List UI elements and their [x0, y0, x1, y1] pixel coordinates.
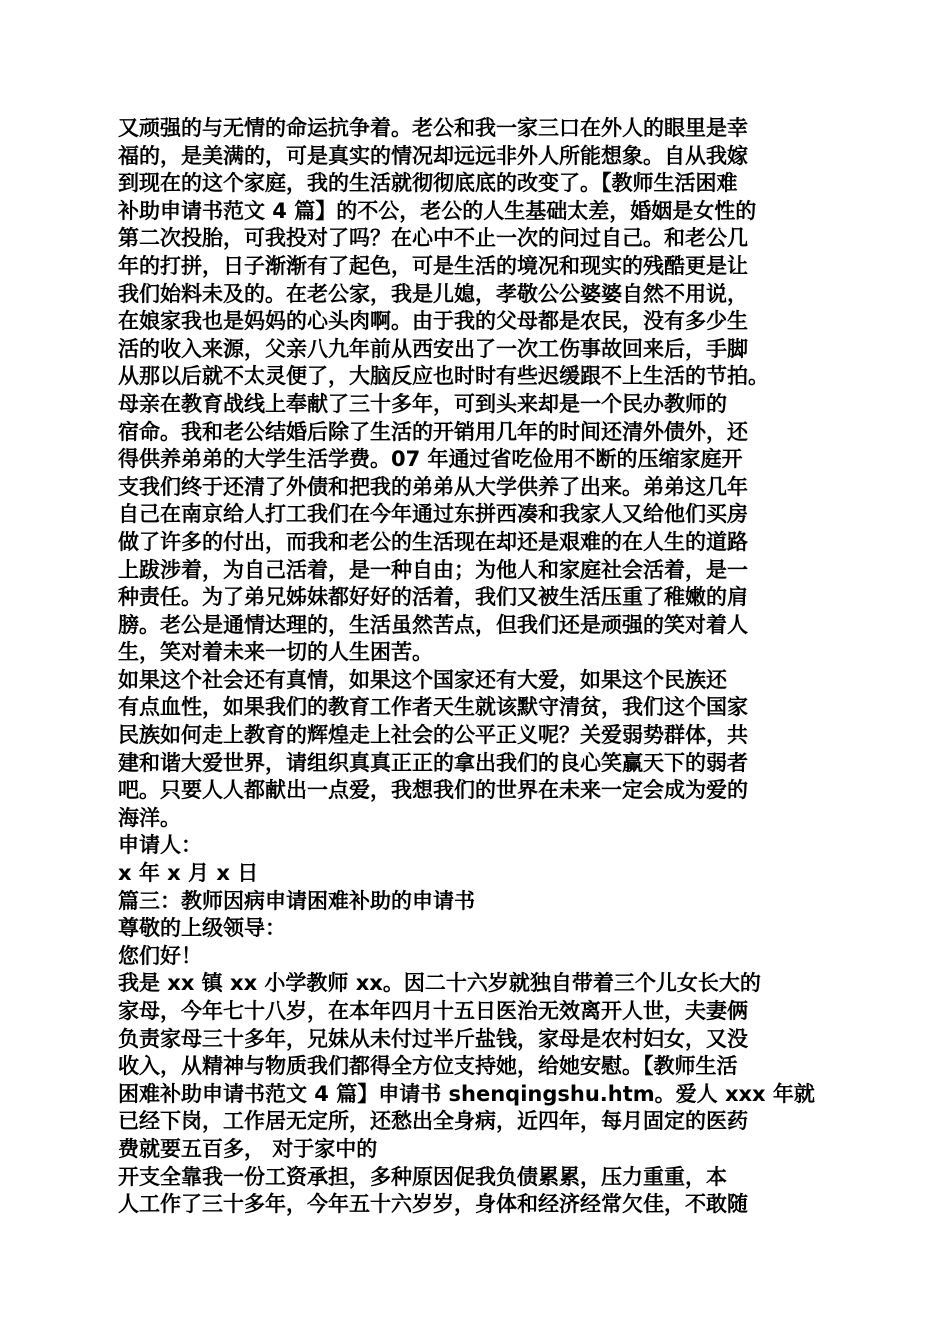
- text-line: 我是 xx 镇 xx 小学教师 xx。因二十六岁就独自带着三个儿女长大的: [118, 971, 761, 996]
- text-line: 上跋涉着，为自己活着，是一种自由；为他人和家庭社会活着，是一: [118, 557, 748, 582]
- text-line: 人工作了三十多年，今年五十六岁岁，身体和经济经常欠佳，不敢随: [118, 1192, 748, 1217]
- text-line: 负责家母三十多年，兄妹从未付过半斤盐钱，家母是农村妇女，又没: [118, 1026, 748, 1051]
- text-line: 您们好！: [118, 943, 202, 968]
- text-line: 费就要五百多， 对于家中的: [118, 1136, 378, 1161]
- text-line: 开支全靠我一份工资承担，多种原因促我负债累累，压力重重，本: [118, 1164, 727, 1189]
- text-line: 年的打拼，日子渐渐有了起色，可是生活的境况和现实的残酷更是让: [118, 253, 748, 278]
- text-line: 支我们终于还清了外债和把我的弟弟从大学供养了出来。弟弟这几年: [118, 474, 748, 499]
- text-line: 从那以后就不太灵便了，大脑反应也时时有些迟缓跟不上生活的节拍。: [118, 364, 769, 389]
- text-line: 膀。老公是通情达理的，生活虽然苦点，但我们还是顽强的笑对着人: [118, 612, 748, 637]
- text-line: 有点血性，如果我们的教育工作者天生就该默守清贫，我们这个国家: [118, 695, 748, 720]
- text-line: 又顽强的与无情的命运抗争着。老公和我一家三口在外人的眼里是幸: [118, 116, 748, 140]
- text-line: 补助申请书范文 4 篇】的不公，老公的人生基础太差，婚姻是女性的: [118, 198, 757, 223]
- document-body: [118, 115, 848, 1219]
- text-line: 困难补助申请书范文 4 篇】申请书 shenqingshu.htm。爱人 xxx 年就: [118, 1081, 815, 1106]
- text-line: 吧。只要人人都献出一点爱，我想我们的世界在未来一定会成为爱的: [118, 778, 748, 803]
- text-line: 已经下岗，工作居无定所，还愁出全身病，近四年，每月固定的医药: [118, 1109, 748, 1134]
- text-line: 收入，从精神与物质我们都得全方位支持她，给她安慰。【教师生活: [118, 1054, 738, 1079]
- text-line: 生，笑对着未来一切的人生困苦。: [118, 640, 433, 665]
- text-line: 民族如何走上教育的辉煌走上社会的公平正义呢？关爱弱势群体，共: [118, 723, 748, 748]
- text-line: 到现在的这个家庭，我的生活就彻彻底底的改变了。【教师生活困难: [118, 171, 738, 196]
- text-line: 海洋。: [118, 805, 181, 830]
- text-line: 在娘家我也是妈妈的心头肉啊。由于我的父母都是农民，没有多少生: [118, 309, 748, 334]
- text-line: 篇三：教师因病申请困难补助的申请书: [118, 888, 475, 913]
- text-line: 宿命。我和老公结婚后除了生活的开销用几年的时间还清外债外，还: [118, 419, 748, 444]
- text-line: 活的收入来源，父亲八九年前从西安出了一次工伤事故回来后，手脚: [118, 336, 748, 361]
- text-line: 做了许多的付出，而我和老公的生活现在却还是艰难的在人生的道路: [118, 529, 748, 554]
- text-line: 我们始料未及的。在老公家，我是儿媳，孝敬公公婆婆自然不用说，: [118, 281, 748, 306]
- text-line: 建和谐大爱世界，请组织真真正正的拿出我们的良心笑赢天下的弱者: [118, 750, 748, 775]
- text-line: 第二次投胎，可我投对了吗？在心中不止一次的问过自己。和老公几: [118, 226, 748, 251]
- text-line: 母亲在教育战线上奉献了三十多年，可到头来却是一个民办教师的: [118, 391, 727, 416]
- text-line: 自己在南京给人打工我们在今年通过东拼西凑和我家人又给他们买房: [118, 502, 748, 527]
- text-line: 种责任。为了弟兄姊妹都好好的活着，我们又被生活压重了稚嫩的肩: [118, 585, 748, 610]
- text-line: 尊敬的上级领导：: [118, 916, 286, 941]
- text-line: x 年 x 月 x 日: [118, 861, 259, 886]
- text-line: 福的，是美满的，可是真实的情况却远远非外人所能想象。自从我嫁: [118, 143, 748, 168]
- text-line: 家母，今年七十八岁，在本年四月十五日医治无效离开人世，夫妻俩: [118, 999, 748, 1023]
- text-line: 得供养弟弟的大学生活学费。07 年通过省吃俭用不断的压缩家庭开: [118, 447, 743, 472]
- text-line: 如果这个社会还有真情，如果这个国家还有大爱，如果这个民族还: [118, 667, 727, 692]
- text-line: 申请人：: [118, 833, 202, 858]
